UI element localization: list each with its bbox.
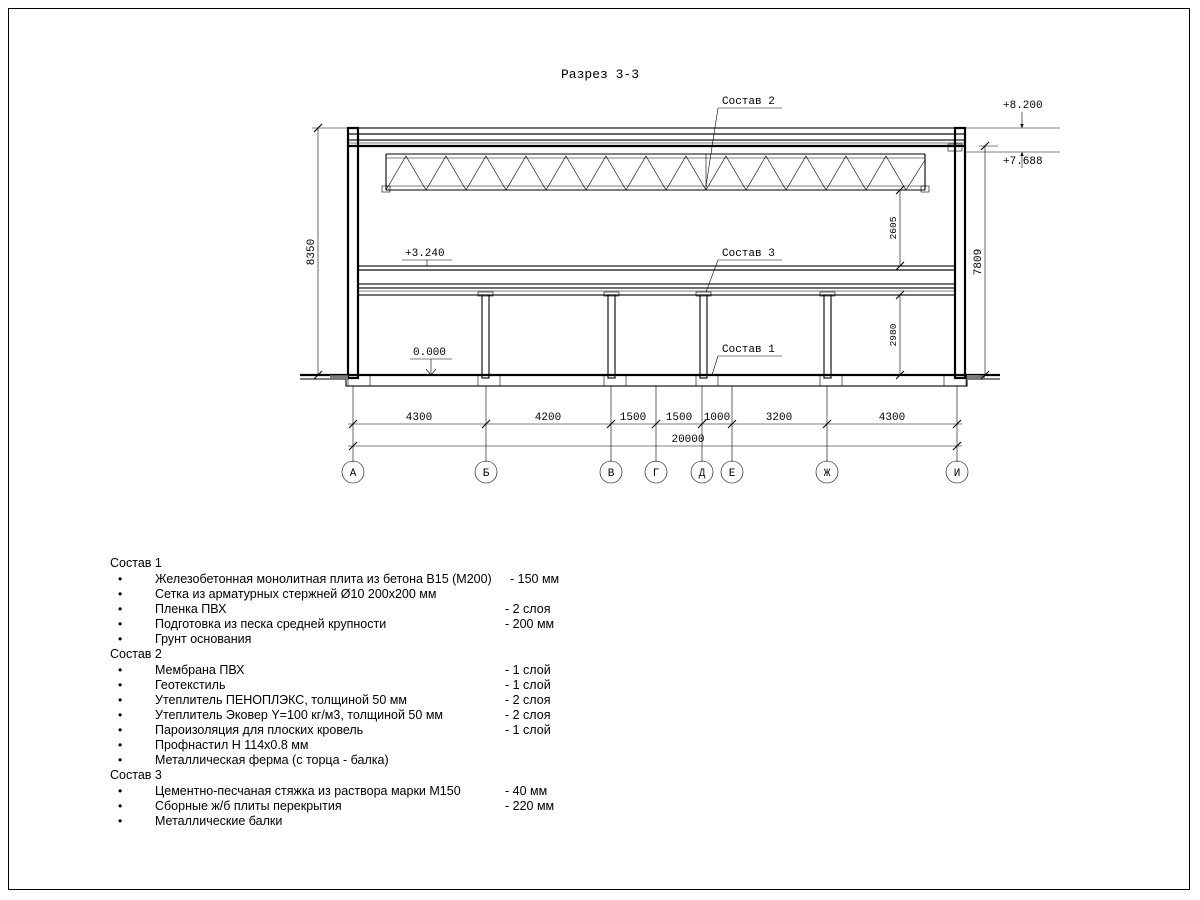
horizontal-dim-2: 1500: [619, 412, 647, 424]
horizontal-dim-6: 4300: [878, 412, 906, 424]
horizontal-dim-4: 1000: [703, 412, 731, 424]
bullet-icon: •: [118, 693, 123, 707]
legend-item: [110, 663, 750, 678]
legend-item: [110, 799, 750, 814]
legend-group-title: Состав 1: [110, 556, 162, 570]
horizontal-dim-5: 3200: [765, 412, 793, 424]
legend-group-1: [110, 647, 750, 768]
horizontal-dim-chain: [348, 412, 962, 450]
bullet-icon: •: [118, 814, 123, 828]
elevation-label-3: 0.000: [413, 347, 447, 359]
legend-item: [110, 587, 750, 602]
legend-item-value: - 1 слой: [505, 678, 551, 692]
elevation-label-2: +3.240: [405, 248, 445, 260]
callout-leaders: [706, 96, 782, 375]
legend-item: [110, 723, 750, 738]
vertical-dim-label-0: 8350: [306, 238, 318, 266]
callout-sostav1: Состав 1: [722, 344, 775, 356]
legend-item: [110, 617, 750, 632]
bullet-icon: •: [118, 753, 123, 767]
legend-item-value: - 2 слоя: [505, 708, 551, 722]
bullet-icon: •: [118, 617, 123, 631]
bullet-icon: •: [118, 678, 123, 692]
legend-item: [110, 678, 750, 693]
legend-item-text: Утеплитель Эковер Y=100 кг/м3, толщиной 50 мм: [155, 708, 444, 722]
legend-item-text: Грунт основания: [155, 632, 252, 646]
legend-item: [110, 572, 750, 587]
legend-item-value: - 1 слой: [505, 723, 551, 737]
legend-group-2: [110, 768, 750, 829]
legend-item-text: Профнастил Н 114х0.8 мм: [155, 738, 309, 752]
axis-label-6: Ж: [823, 468, 831, 480]
elevation-label-1: +7.688: [1003, 156, 1043, 168]
legend-item-value: - 2 слоя: [505, 693, 551, 707]
legend-list: [110, 663, 750, 768]
legend-item: [110, 753, 750, 768]
horizontal-dim-0: 4300: [405, 412, 433, 424]
bullet-icon: •: [118, 708, 123, 722]
bullet-icon: •: [118, 602, 123, 616]
legend-item: [110, 708, 750, 723]
legend-block: [110, 556, 750, 829]
legend-item-value: - 220 мм: [505, 799, 555, 813]
axis-label-4: Д: [698, 468, 706, 480]
vertical-dim-2980: [888, 291, 904, 379]
axis-label-0: А: [349, 468, 357, 480]
legend-item: [110, 602, 750, 617]
elevation-marks: [402, 100, 1060, 375]
legend-group-title: Состав 2: [110, 647, 162, 661]
vertical-dim-8350: [306, 124, 348, 379]
roof-truss: [382, 144, 962, 192]
vertical-dim-label-2: 2605: [888, 216, 899, 240]
legend-list: [110, 572, 750, 647]
axis-label-1: Б: [482, 468, 490, 480]
columns: [478, 292, 835, 378]
legend-item-text: Сборные ж/б плиты перекрытия: [155, 799, 342, 813]
axis-label-3: Г: [652, 468, 660, 480]
legend-item-text: Пленка ПВХ: [155, 602, 227, 616]
intermediate-floor: [358, 266, 955, 295]
legend-item: [110, 738, 750, 753]
vertical-dim-2605: [888, 186, 904, 270]
bullet-icon: •: [118, 784, 123, 798]
legend-item-text: Металлическая ферма (с торца - балка): [155, 753, 389, 767]
axis-label-2: В: [607, 468, 615, 480]
legend-item-text: Пароизоляция для плоских кровель: [155, 723, 364, 737]
legend-item-text: Утеплитель ПЕНОПЛЭКС, толщиной 50 мм: [155, 693, 407, 707]
legend-item-text: Сетка из арматурных стержней Ø10 200х200 мм: [155, 587, 437, 601]
vertical-dim-label-1: 7809: [973, 248, 985, 276]
legend-item-value: - 2 слоя: [505, 602, 551, 616]
elevation-label-0: +8.200: [1003, 100, 1043, 112]
bullet-icon: •: [118, 587, 123, 601]
callout-sostav2: Состав 2: [722, 96, 775, 108]
legend-item: [110, 632, 750, 647]
legend-item: [110, 784, 750, 799]
legend-item-text: Мембрана ПВХ: [155, 663, 245, 677]
legend-group-0: [110, 556, 750, 647]
legend-group-title: Состав 3: [110, 768, 162, 782]
axis-label-7: И: [953, 468, 961, 480]
bullet-icon: •: [118, 572, 123, 586]
callout-sostav3: Состав 3: [722, 248, 775, 260]
drawing-title: Разрез 3-3: [560, 67, 640, 82]
legend-item-value: - 1 слой: [505, 663, 551, 677]
axis-bubbles: [342, 461, 968, 483]
vertical-dim-7809: [973, 142, 998, 379]
bullet-icon: •: [118, 723, 123, 737]
legend-item: [110, 814, 750, 829]
legend-item: [110, 693, 750, 708]
ground-slab: [300, 375, 1000, 386]
legend-item-value: - 200 мм: [505, 617, 555, 631]
legend-item-text: Геотекстиль: [155, 678, 226, 692]
axis-label-5: Е: [728, 468, 736, 480]
bullet-icon: •: [118, 663, 123, 677]
bullet-icon: •: [118, 738, 123, 752]
horizontal-dim-3: 1500: [665, 412, 693, 424]
overall-dim: 20000: [671, 434, 705, 446]
legend-item-value: - 40 мм: [505, 784, 548, 798]
legend-list: [110, 784, 750, 829]
horizontal-dim-1: 4200: [534, 412, 562, 424]
legend-item-text: Металлические балки: [155, 814, 283, 828]
legend-item-text: Цементно-песчаная стяжка из раствора марки М150: [155, 784, 461, 798]
vertical-dim-label-3: 2980: [888, 323, 899, 347]
bullet-icon: •: [118, 799, 123, 813]
legend-item-text: Подготовка из песка средней крупности: [155, 617, 387, 631]
bullet-icon: •: [118, 632, 123, 646]
legend-item-value: - 150 мм: [510, 572, 560, 586]
legend-item-text: Железобетонная монолитная плита из бетона В15 (М200): [155, 572, 492, 586]
